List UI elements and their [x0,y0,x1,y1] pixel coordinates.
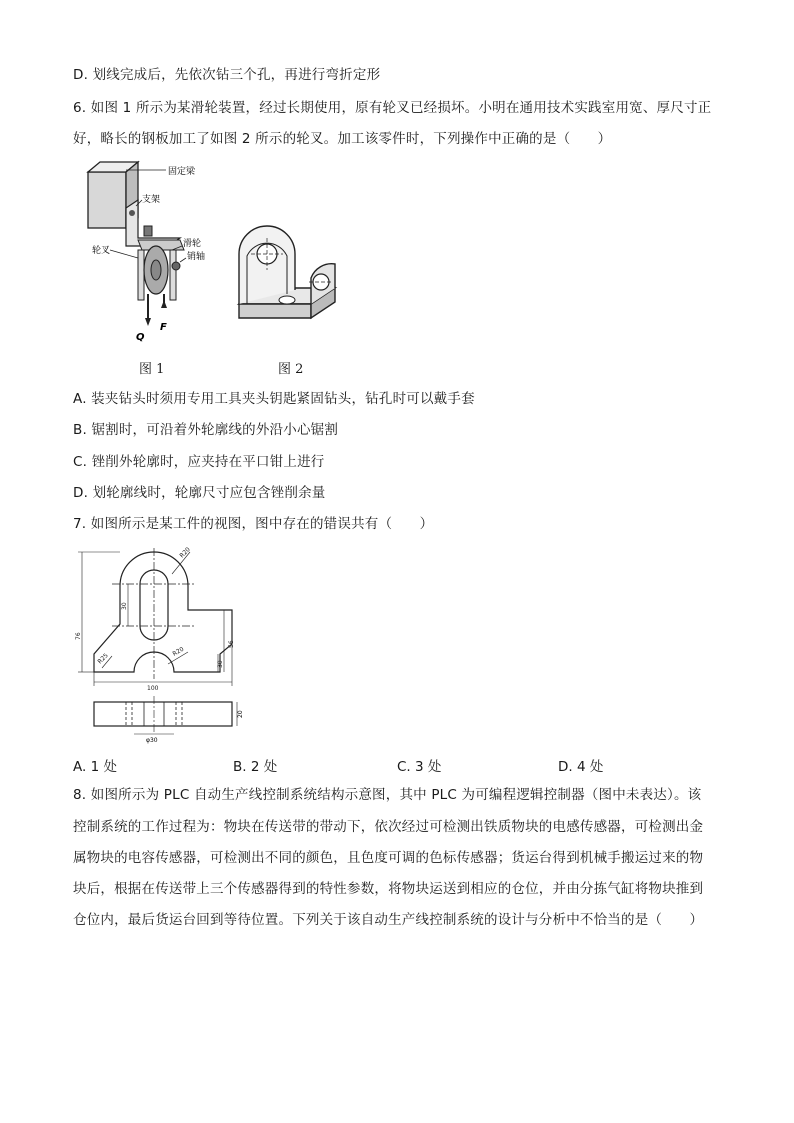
q6-option-d: D. 划轮廓线时，轮廓尺寸应包含锉削余量 [73,485,326,501]
q7-workpiece-views [72,544,244,746]
dim-r25: R25 [96,652,110,666]
bracket [126,200,180,246]
q6-stem-line2: 好，略长的钢板加工了如图 2 所示的轮叉。加工该零件时，下列操作中正确的是（ ） [73,131,612,147]
q6-option-c: C. 锉削外轮廓时，应夹持在平口钳上进行 [73,454,325,470]
dim-76: 76 [75,632,82,640]
q7-option-d: D. 4 处 [558,759,604,775]
q6-option-a: A. 装夹钻头时须用专用工具夹头钥匙紧固钻头，钻孔时可以戴手套 [73,391,475,407]
pin-shaft [172,262,180,270]
figure1-caption: 图 1 [139,362,165,377]
fixed-beam [88,172,126,228]
dim-r20-arc: R20 [171,645,186,658]
q8-line-3: 属物块的电容传感器，可检测出不同的颜色，且色度可调的色标传感器；货运台得到机械手搬运过来的物 [73,850,704,866]
dim-100: 100 [147,685,159,692]
q8-line-5: 仓位内，最后货运台回到等待位置。下列关于该自动生产线控制系统的设计与分析中不恰当的是（ ） [73,912,704,928]
label-pulley: 滑轮 [183,239,202,249]
front-view-outline [94,552,232,672]
figure2-caption: 图 2 [278,362,304,377]
dim-30-slot: 30 [121,602,128,610]
q8-line-4: 块后，根据在传送带上三个传感器得到的特性参数，将物块运送到相应的仓位，并由分拣气缸将物块推到 [73,881,704,897]
top-view-outline [94,702,232,726]
label-f: F [160,322,167,333]
label-bracket: 支架 [142,195,161,205]
q6-option-b: B. 锯割时，可沿着外轮廓线的外沿小心锯割 [73,422,339,438]
dim-20-thickness: 20 [237,710,244,718]
label-fixed-beam: 固定梁 [168,167,196,177]
q7-option-c: C. 3 处 [397,759,442,775]
q6-stem-line1: 6. 如图 1 所示为某滑轮装置，经过长期使用，原有轮叉已经损坏。小明在通用技术实践室用宽、厚尺寸正 [73,100,712,116]
fork-right [170,250,176,300]
q7-stem: 7. 如图所示是某工件的视图，图中存在的错误共有（ ） [73,516,434,532]
q6-figure2-fork [225,208,345,348]
q8-line-1: 8. 如图所示为 PLC 自动生产线控制系统结构示意图，其中 PLC 为可编程逻辑控制器（图中未表达）。该 [73,787,702,803]
dim-r20-top: R20 [178,546,192,560]
dim-phi30: φ30 [146,737,158,744]
dim-56: 56 [228,640,235,648]
label-pin: 销轴 [187,252,206,262]
prev-option-d: D. 划线完成后，先依次钻三个孔，再进行弯折定形 [73,67,381,83]
fork-left [138,250,144,300]
dim-30-side: 30 [217,660,224,668]
q7-option-a: A. 1 处 [73,759,117,775]
label-fork: 轮叉 [92,246,111,256]
q6-figure1-pulley [80,158,215,348]
q8-line-2: 控制系统的工作过程为：物块在传送带的带动下，依次经过可检测出铁质物块的电感传感器，可检测出金 [73,819,704,835]
q7-option-b: B. 2 处 [233,759,278,775]
label-q: Q [136,332,145,343]
